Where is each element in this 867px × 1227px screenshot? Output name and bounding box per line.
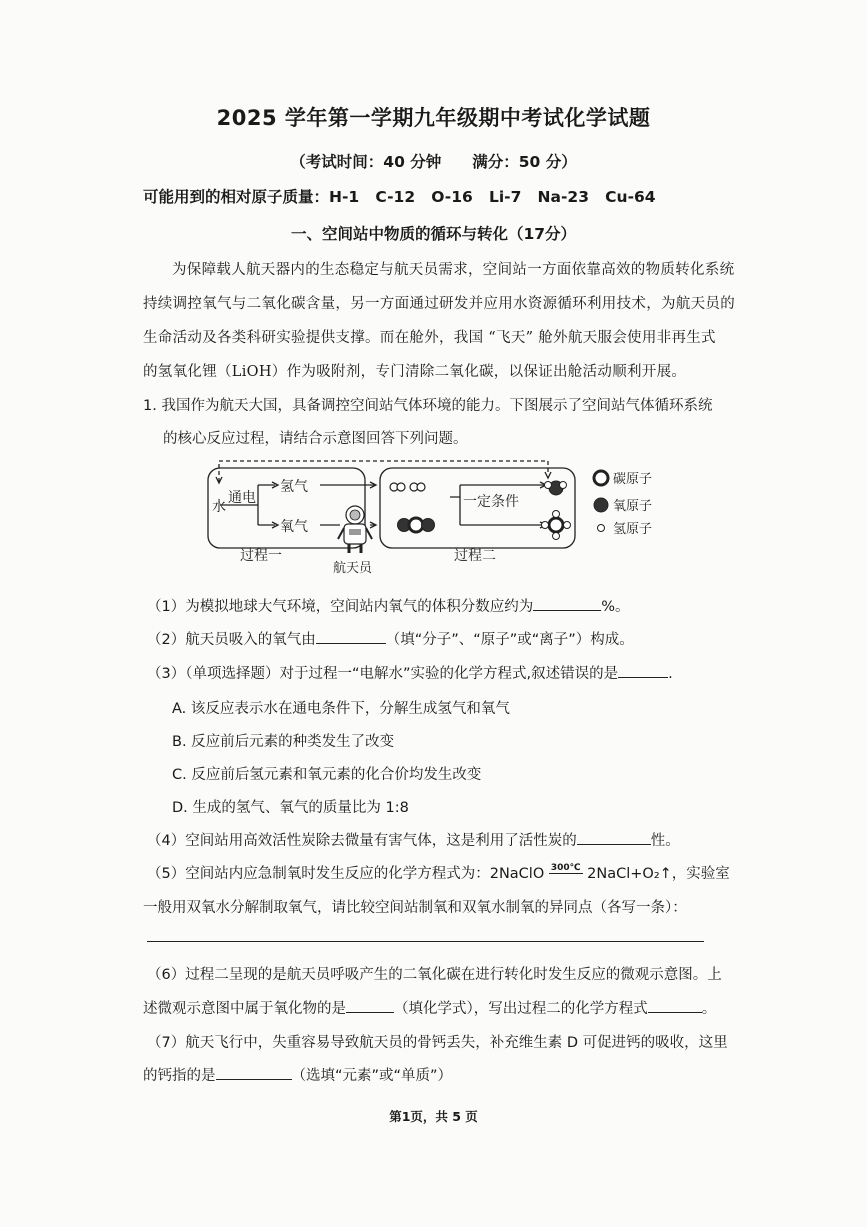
question-1-5 (147, 862, 730, 883)
question-1-3-blank[interactable] (618, 663, 668, 678)
question-1-7-blank[interactable] (216, 1065, 292, 1080)
oxygen-atom-legend-icon (594, 498, 608, 512)
question-1-2-hint: （填“分子”、“原子”或“离子”）构成。 (385, 632, 634, 648)
carbon-dioxide-molecule-icon (398, 518, 435, 532)
section-heading: 一、空间站中物质的循环与转化（17分） (290, 225, 577, 243)
intro-line-4: 的氢氧化锂（LiOH）作为吸附剂，专门清除二氧化碳，以保证出舱活动顺利开展。 (143, 364, 687, 380)
question-1-6-text-a: 述微观示意图中属于氧化物的是 (143, 1001, 346, 1017)
question-1-1 (147, 595, 630, 616)
question-1-1-unit: %。 (601, 599, 630, 615)
question-1-6-blank-1[interactable] (346, 998, 394, 1013)
option-b[interactable]: B. 反应前后元素的种类发生了改变 (172, 734, 395, 750)
diagram-oxygen-label: 氧气 (280, 519, 308, 535)
relative-atomic-masses: 可能用到的相对原子质量：H-1 C-12 O-16 Li-7 Na-23 Cu-64 (143, 188, 656, 206)
question-1-5-products: 2NaCl+O₂↑，实验室 (582, 866, 730, 882)
legend-carbon-label: 碳原子 (613, 472, 653, 487)
question-1-4-text: （4）空间站用高效活性炭除去微量有害气体，这是利用了活性炭的 (147, 833, 577, 849)
legend (594, 471, 652, 537)
methane-molecule-icon (542, 511, 571, 540)
legend-hydrogen-label: 氢原子 (613, 522, 653, 537)
option-d[interactable]: D. 生成的氢气、氧气的质量比为 1:8 (172, 800, 409, 816)
diagram-electrolysis-label: 通电 (228, 490, 256, 506)
question-1-7-line-1: （7）航天飞行中，失重容易导致航天员的骨钙丢失，补充维生素 D 可促进钙的吸收，这里 (147, 1035, 728, 1051)
question-1-6-line-1: （6）过程二呈现的是航天员呼吸产生的二氧化碳在进行转化时发生反应的微观示意图。上 (147, 967, 722, 983)
page-footer: 第1页，共 5 页 (389, 1109, 478, 1124)
question-1-1-blank[interactable] (533, 596, 601, 611)
option-c[interactable]: C. 反应前后氢元素和氧元素的化合价均发生改变 (172, 767, 482, 783)
question-1-6-text-b: （填化学式），写出过程二的化学方程式 (394, 1001, 648, 1017)
water-molecule-icon (545, 481, 567, 495)
question-1-1-text: （1）为模拟地球大气环境，空间站内氧气的体积分数应约为 (147, 599, 534, 615)
question-1-6-text-c: 。 (701, 1001, 717, 1017)
question-1-2-text: （2）航天员吸入的氧气由 (147, 632, 316, 648)
question-1-5-answer-line[interactable] (147, 941, 704, 942)
legend-oxygen-label: 氧原子 (613, 499, 653, 514)
question-1-stem-line-2: 的核心反应过程，请结合示意图回答下列问题。 (163, 431, 468, 447)
question-1-6-line-2 (143, 997, 716, 1018)
intro-line-1: 为保障载人航天器内的生态稳定与航天员需求，空间站一方面依靠高效的物质转化系统 (172, 262, 735, 278)
intro-line-3: 生命活动及各类科研实验提供支撑。而在舱外，我国 “飞天” 舱外航天服会使用非再生式 (143, 330, 716, 346)
question-1-5-text: （5）空间站内应急制氧时发生反应的化学方程式为：2NaClO (147, 866, 549, 882)
gas-cycle-diagram (200, 455, 670, 580)
question-1-6-blank-2[interactable] (648, 998, 702, 1013)
question-1-stem-line-1: 1. 我国作为航天大国，具备调控空间站气体环境的能力。下图展示了空间站气体循环系统 (143, 398, 713, 414)
diagram-water-label: 水 (212, 499, 226, 515)
question-1-3-text: （3）（单项选择题）对于过程一“电解水”实验的化学方程式,叙述错误的是 (147, 666, 619, 682)
reaction-condition: 300℃ (550, 863, 581, 873)
question-1-2 (147, 628, 634, 649)
hydrogen-atom-legend-icon (598, 525, 605, 532)
question-1-4-end: 性。 (650, 833, 680, 849)
question-1-4 (147, 829, 680, 850)
diagram-process-1-label: 过程一 (240, 548, 282, 564)
carbon-atom-legend-icon (594, 471, 608, 485)
question-1-7-line-2 (143, 1064, 452, 1085)
question-1-4-blank[interactable] (577, 830, 651, 845)
diagram-hydrogen-label: 氢气 (280, 479, 308, 495)
diagram-astronaut-label: 航天员 (333, 561, 373, 576)
diagram-condition-label: 一定条件 (463, 494, 519, 510)
question-1-7-text-a: 的钙指的是 (143, 1068, 216, 1084)
hydrogen-molecules-icon (390, 483, 425, 491)
diagram-process-2-label: 过程二 (454, 548, 496, 564)
question-1-7-text-b: （选填“元素”或“单质”） (291, 1068, 453, 1084)
question-1-3-end: . (668, 666, 673, 682)
astronaut-icon (338, 506, 372, 553)
exam-subtitle: （考试时间：40 分钟 满分：50 分） (290, 153, 577, 171)
option-a[interactable]: A. 该反应表示水在通电条件下，分解生成氢气和氧气 (172, 701, 510, 717)
question-1-2-blank[interactable] (316, 629, 386, 644)
question-1-5-line-2: 一般用双氧水分解制取氧气，请比较空间站制氧和双氧水制氧的异同点（各写一条）： (143, 900, 687, 916)
question-1-3 (147, 662, 673, 683)
intro-line-2: 持续调控氧气与二氧化碳含量，另一方面通过研发并应用水资源循环利用技术，为航天员的 (143, 296, 735, 312)
exam-title: 2025 学年第一学期九年级期中考试化学试题 (216, 106, 651, 130)
